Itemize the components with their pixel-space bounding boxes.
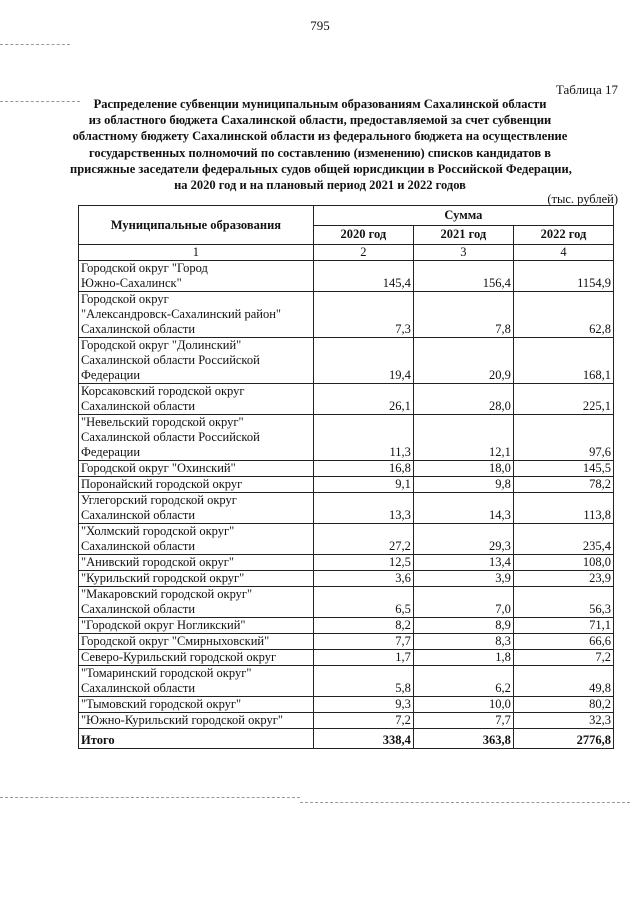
value-2021: 7,0 — [413, 587, 513, 618]
municipality-name-line: "Холмский городской округ" — [81, 524, 235, 538]
table-row — [79, 697, 614, 713]
total-2020: 338,4 — [313, 729, 413, 749]
municipality-name — [79, 634, 314, 650]
value-2021: 8,9 — [413, 618, 513, 634]
municipality-name — [79, 261, 314, 292]
scan-artifact — [300, 802, 630, 803]
municipality-name — [79, 571, 314, 587]
value-2022: 1154,9 — [513, 261, 613, 292]
value-2020: 5,8 — [313, 666, 413, 697]
value-2020: 11,3 — [313, 415, 413, 461]
municipality-name — [79, 650, 314, 666]
municipality-name-line: Поронайский городской округ — [81, 477, 243, 491]
table-row — [79, 384, 614, 415]
municipality-name-line: Городской округ "Долинский" — [81, 338, 242, 352]
municipality-name — [79, 477, 314, 493]
value-2020: 27,2 — [313, 524, 413, 555]
value-2022: 56,3 — [513, 587, 613, 618]
value-2020: 145,4 — [313, 261, 413, 292]
value-2021: 20,9 — [413, 338, 513, 384]
column-index: 2 — [313, 245, 413, 261]
municipality-name-line: Корсаковский городской округ — [81, 384, 245, 398]
municipality-name-line: Сахалинской области — [81, 322, 196, 336]
municipality-name — [79, 292, 314, 338]
table-row — [79, 292, 614, 338]
value-2020: 19,4 — [313, 338, 413, 384]
municipality-name-line: Сахалинской области — [81, 508, 196, 522]
value-2022: 80,2 — [513, 697, 613, 713]
value-2022: 78,2 — [513, 477, 613, 493]
municipality-name-line: "Томаринский городской округ" — [81, 666, 252, 680]
municipality-name-line: Сахалинской области Российской — [81, 430, 260, 444]
municipality-name — [79, 587, 314, 618]
municipality-name — [79, 415, 314, 461]
subsidy-table — [78, 205, 614, 749]
value-2020: 13,3 — [313, 493, 413, 524]
value-2020: 8,2 — [313, 618, 413, 634]
title-line: государственных полномочий по составлению (изменению) списков кандидатов в — [89, 145, 551, 160]
table-body — [79, 245, 614, 729]
title-line: на 2020 год и на плановый период 2021 и 2022 годов — [174, 178, 466, 193]
municipality-name-line: "Невельский городской округ" — [81, 415, 244, 429]
municipality-name-line: "Городской округ Ногликский" — [81, 618, 246, 632]
scan-artifact — [0, 44, 70, 45]
municipality-name-line: "Макаровский городской округ" — [81, 587, 253, 601]
municipality-name-line: Сахалинской области — [81, 681, 196, 695]
municipality-name-line: Федерации — [81, 368, 141, 382]
total-2021: 363,8 — [413, 729, 513, 749]
table-row — [79, 634, 614, 650]
value-2021: 18,0 — [413, 461, 513, 477]
column-index-row — [79, 245, 614, 261]
value-2022: 97,6 — [513, 415, 613, 461]
value-2022: 71,1 — [513, 618, 613, 634]
municipality-name — [79, 555, 314, 571]
value-2021: 13,4 — [413, 555, 513, 571]
scan-artifact — [0, 101, 80, 102]
value-2021: 7,7 — [413, 713, 513, 729]
value-2020: 9,1 — [313, 477, 413, 493]
municipality-name — [79, 713, 314, 729]
municipality-name — [79, 524, 314, 555]
municipality-name — [79, 338, 314, 384]
value-2022: 66,6 — [513, 634, 613, 650]
municipality-name — [79, 461, 314, 477]
municipality-name-line: Северо-Курильский городской округ — [81, 650, 277, 664]
municipality-name — [79, 618, 314, 634]
municipality-name — [79, 493, 314, 524]
municipality-name — [79, 384, 314, 415]
value-2021: 28,0 — [413, 384, 513, 415]
table-row — [79, 666, 614, 697]
value-2020: 9,3 — [313, 697, 413, 713]
table-row — [79, 461, 614, 477]
header-municipalities: Муниципальные образования — [79, 206, 314, 245]
municipality-name-line: Городской округ — [81, 292, 169, 306]
table-row — [79, 493, 614, 524]
municipality-name-line: Федерации — [81, 445, 141, 459]
value-2021: 3,9 — [413, 571, 513, 587]
municipality-name-line: Сахалинской области — [81, 539, 196, 553]
value-2021: 10,0 — [413, 697, 513, 713]
column-index: 1 — [79, 245, 314, 261]
units-label: (тыс. рублей) — [547, 192, 618, 206]
value-2020: 7,3 — [313, 292, 413, 338]
total-row — [79, 729, 614, 749]
value-2022: 168,1 — [513, 338, 613, 384]
value-2021: 29,3 — [413, 524, 513, 555]
municipality-name-line: Городской округ "Город — [81, 261, 208, 275]
municipality-name-line: "Тымовский городской округ" — [81, 697, 242, 711]
municipality-name-line: "Курильский городской округ" — [81, 571, 245, 585]
value-2022: 113,8 — [513, 493, 613, 524]
municipality-name — [79, 697, 314, 713]
value-2021: 12,1 — [413, 415, 513, 461]
value-2021: 1,8 — [413, 650, 513, 666]
municipality-name-line: Городской округ "Смирныховский" — [81, 634, 270, 648]
header-year-2021: 2021 год — [413, 225, 513, 245]
municipality-name-line: "Южно-Курильский городской округ" — [81, 713, 283, 727]
table-row — [79, 587, 614, 618]
value-2021: 9,8 — [413, 477, 513, 493]
total-2022: 2776,8 — [513, 729, 613, 749]
municipality-name-line: Городской округ "Охинский" — [81, 461, 236, 475]
municipality-name — [79, 666, 314, 697]
value-2020: 7,2 — [313, 713, 413, 729]
title-line: Распределение субвенции муниципальным образованиям Сахалинской области — [93, 97, 547, 111]
value-2022: 23,9 — [513, 571, 613, 587]
value-2020: 7,7 — [313, 634, 413, 650]
value-2020: 26,1 — [313, 384, 413, 415]
value-2021: 14,3 — [413, 493, 513, 524]
table-reference: Таблица 17 — [555, 82, 618, 97]
document-title — [70, 96, 570, 193]
value-2022: 7,2 — [513, 650, 613, 666]
header-year-2022: 2022 год — [513, 225, 613, 245]
table-row — [79, 415, 614, 461]
value-2020: 3,6 — [313, 571, 413, 587]
table-row — [79, 713, 614, 729]
table-row — [79, 524, 614, 555]
municipality-name-line: Углегорский городской округ — [81, 493, 237, 507]
value-2022: 49,8 — [513, 666, 613, 697]
value-2020: 6,5 — [313, 587, 413, 618]
title-line: областному бюджету Сахалинской области из федерального бюджета на осуществление — [72, 129, 568, 144]
value-2020: 16,8 — [313, 461, 413, 477]
municipality-name-line: Сахалинской области — [81, 399, 196, 413]
header-year-2020: 2020 год — [313, 225, 413, 245]
table-row — [79, 650, 614, 666]
value-2020: 12,5 — [313, 555, 413, 571]
table-row — [79, 477, 614, 493]
municipality-name-line: Сахалинской области — [81, 602, 196, 616]
table-row — [79, 555, 614, 571]
table-row — [79, 338, 614, 384]
title-line: присяжные заседатели федеральных судов общей юрисдикции в Российской Федерации, — [70, 161, 572, 176]
table-row — [79, 261, 614, 292]
value-2021: 156,4 — [413, 261, 513, 292]
column-index: 3 — [413, 245, 513, 261]
table-row — [79, 618, 614, 634]
value-2021: 8,3 — [413, 634, 513, 650]
value-2022: 225,1 — [513, 384, 613, 415]
municipality-name-line: Южно-Сахалинск" — [81, 276, 182, 290]
value-2021: 7,8 — [413, 292, 513, 338]
column-index: 4 — [513, 245, 613, 261]
value-2022: 235,4 — [513, 524, 613, 555]
value-2022: 62,8 — [513, 292, 613, 338]
value-2021: 6,2 — [413, 666, 513, 697]
municipality-name-line: "Александровск-Сахалинский район" — [81, 307, 281, 321]
scan-artifact — [0, 797, 300, 798]
value-2022: 145,5 — [513, 461, 613, 477]
value-2020: 1,7 — [313, 650, 413, 666]
table-row — [79, 571, 614, 587]
page-number: 795 — [310, 18, 330, 33]
header-sum: Сумма — [313, 206, 613, 226]
municipality-name-line: "Анивский городской округ" — [81, 555, 234, 569]
title-line: из областного бюджета Сахалинской области, предоставляемой за счет субвенции — [88, 113, 552, 128]
value-2022: 32,3 — [513, 713, 613, 729]
municipality-name-line: Сахалинской области Российской — [81, 353, 260, 367]
total-label: Итого — [79, 729, 314, 749]
value-2022: 108,0 — [513, 555, 613, 571]
